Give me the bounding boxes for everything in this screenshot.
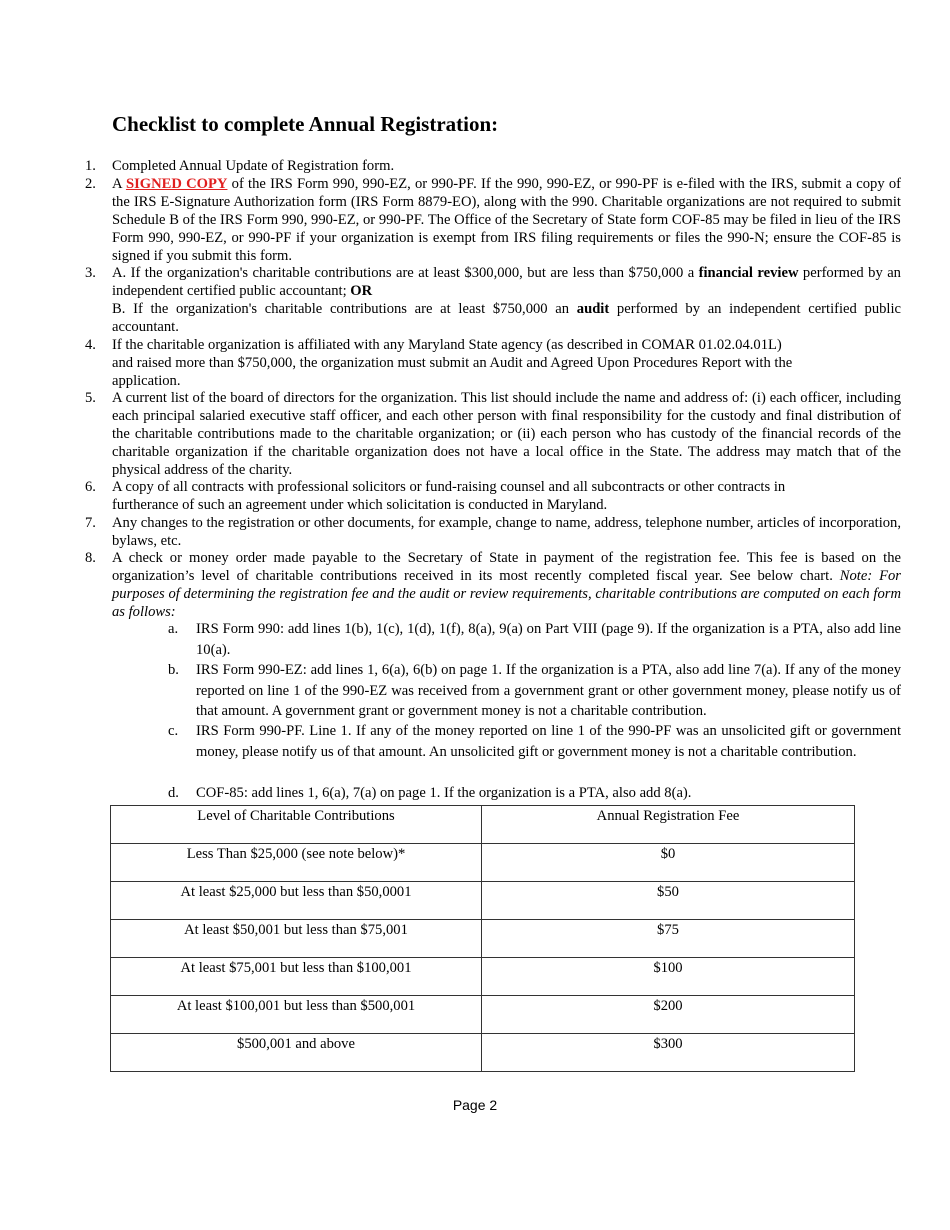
checklist-item-2 (85, 175, 901, 265)
header-cell: Annual Registration Fee (482, 806, 855, 844)
table-row (111, 844, 855, 882)
fee-cell: $50 (482, 882, 855, 920)
text-line: and raised more than $750,000, the organization must submit an Audit and Agreed Upon Procedures Report with the (112, 355, 793, 371)
item-text: Any changes to the registration or other documents, for example, change to name, address, telephone number, articles of incorporation, bylaws, etc. (112, 515, 901, 549)
subitem-letter: b. (168, 662, 179, 678)
text-segment: A. If the organization's charitable contributions are at least $300,000, but are less than $750,000 a (112, 265, 699, 281)
checklist-item-3 (85, 264, 901, 336)
subitem-c (168, 721, 901, 762)
item-text-a (112, 264, 901, 300)
text-line: If the charitable organization is affiliated with any Maryland State agency (as described in COMAR 01.02.04.01L) (112, 337, 782, 353)
text-segment: B. If the organization's charitable contributions are at least $750,000 an (112, 301, 577, 317)
table-row (111, 920, 855, 958)
subitem-text: COF-85: add lines 1, 6(a), 7(a) on page 1. If the organization is a PTA, also add 8(a). (196, 785, 692, 801)
text-segment: A (112, 176, 126, 192)
bold-or: OR (350, 283, 373, 299)
text-segment: of the IRS Form 990, 990-EZ, or 990-PF. If the 990, 990-EZ, or 990-PF is e-filed with the IRS, submit a copy of the IRS E-Signature Authorization form (IRS Form 8879-EO), along with the 990. Charitable organizations are not required to submit Schedule B of the IRS Form 990, 990-EZ, or 990-PF. The Office of the Secretary of State form COF-85 may be filed in lieu of the IRS Form 990, 990-EZ, or 990-PF if your organization is exempt from IRS filing requirements or files the 990-N; ensure the COF-85 is signed if you submit this form. (112, 176, 902, 264)
contribution-level-cell: At least $25,000 but less than $50,0001 (111, 882, 482, 920)
fee-table (110, 805, 855, 1072)
subitem-letter: a. (168, 621, 179, 637)
page-number: Page 2 (452, 1097, 498, 1113)
checklist-item-5 (85, 389, 901, 479)
item-number: 6. (85, 479, 96, 495)
subitem-letter: c. (168, 723, 179, 739)
item-text (112, 549, 901, 621)
checklist-item-6 (85, 478, 901, 514)
item-number: 2. (85, 176, 96, 192)
item-number: 4. (85, 337, 96, 353)
fee-cell: $0 (482, 844, 855, 882)
bold-term: financial review (698, 265, 799, 281)
item-number: 7. (85, 515, 96, 531)
italic-note: Note: For purposes of determining the registration fee and the audit or review requirements, charitable contributions are computed on each form as follows: (112, 568, 901, 620)
page-title: Checklist to complete Annual Registration: (112, 112, 499, 136)
subitem-letter: d. (168, 785, 179, 801)
fee-cell: $100 (482, 958, 855, 996)
text-line: A copy of all contracts with professional solicitors or fund-raising counsel and all subcontracts or other contracts in (112, 479, 786, 495)
table-row (111, 958, 855, 996)
checklist-item-7 (85, 514, 901, 550)
item-text (112, 336, 901, 390)
item-text (112, 175, 901, 265)
contribution-level-cell: At least $100,001 but less than $500,001 (111, 996, 482, 1034)
table-header-row (111, 806, 855, 844)
subitem-a (168, 619, 901, 660)
text-line: furtherance of such an agreement under which solicitation is conducted in Maryland. (112, 497, 608, 513)
contribution-level-cell: Less Than $25,000 (see note below)* (111, 844, 482, 882)
item-number: 3. (85, 265, 96, 281)
contribution-level-cell: $500,001 and above (111, 1034, 482, 1072)
item-text-b (112, 300, 901, 336)
subitem-b (168, 660, 901, 722)
item-text (112, 478, 901, 514)
subitem-text: IRS Form 990: add lines 1(b), 1(c), 1(d), 1(f), 8(a), 9(a) on Part VIII (page 9). If the organization is a PTA, also add line 10(a). (196, 621, 901, 658)
item-number: 5. (85, 390, 96, 406)
fee-cell: $75 (482, 920, 855, 958)
table-row (111, 882, 855, 920)
signed-copy-emphasis: SIGNED COPY (125, 176, 228, 192)
item-text: A current list of the board of directors for the organization. This list should include the name and address of: (i) each officer, including each principal salaried executive staff officer, and each other person with final responsibility for the custody and final distribution of the charitable contributions made to the charitable organization; or (ii) each person who has custody of the financial records of the charitable organization if the charitable organization does not have a local office in the State. The address may match that of the physical address of the charity. (112, 390, 901, 478)
text-segment: A check or money order made payable to the Secretary of State in payment of the registration fee. This fee is based on the organization’s level of charitable contributions received in its most recently completed fiscal year. See below chart. (112, 550, 901, 584)
fee-cell: $200 (482, 996, 855, 1034)
contribution-level-cell: At least $50,001 but less than $75,001 (111, 920, 482, 958)
subitem-text: IRS Form 990-PF. Line 1. If any of the money reported on line 1 of the 990-PF was an unsolicited gift or government money, please notify us of that amount. An unsolicited gift or government money is not a charitable contribution. (196, 723, 901, 760)
contribution-level-cell: At least $75,001 but less than $100,001 (111, 958, 482, 996)
checklist-item-4 (85, 336, 901, 390)
text-line: application. (112, 373, 181, 389)
subitem-text: IRS Form 990-EZ: add lines 1, 6(a), 6(b) on page 1. If the organization is a PTA, also add line 7(a). If any of the money reported on line 1 of the 990-EZ was received from a government grant or other government money, please notify us of that amount. A government grant or government money is not a charitable contribution. (196, 662, 901, 719)
text-segment: performed by an independent certified public accountant. (112, 301, 902, 335)
header-cell: Level of Charitable Contributions (111, 806, 482, 844)
item-number: 8. (85, 550, 96, 566)
bold-term: audit (576, 301, 610, 317)
table-row (111, 996, 855, 1034)
checklist-item-1 (85, 157, 901, 175)
table-row (111, 1034, 855, 1072)
item-text: Completed Annual Update of Registration form. (112, 158, 395, 174)
item-number: 1. (85, 158, 96, 174)
fee-cell: $300 (482, 1034, 855, 1072)
text-segment: performed by an independent certified public accountant; (112, 265, 901, 299)
subitem-d (168, 783, 901, 804)
checklist-item-8 (85, 549, 901, 621)
